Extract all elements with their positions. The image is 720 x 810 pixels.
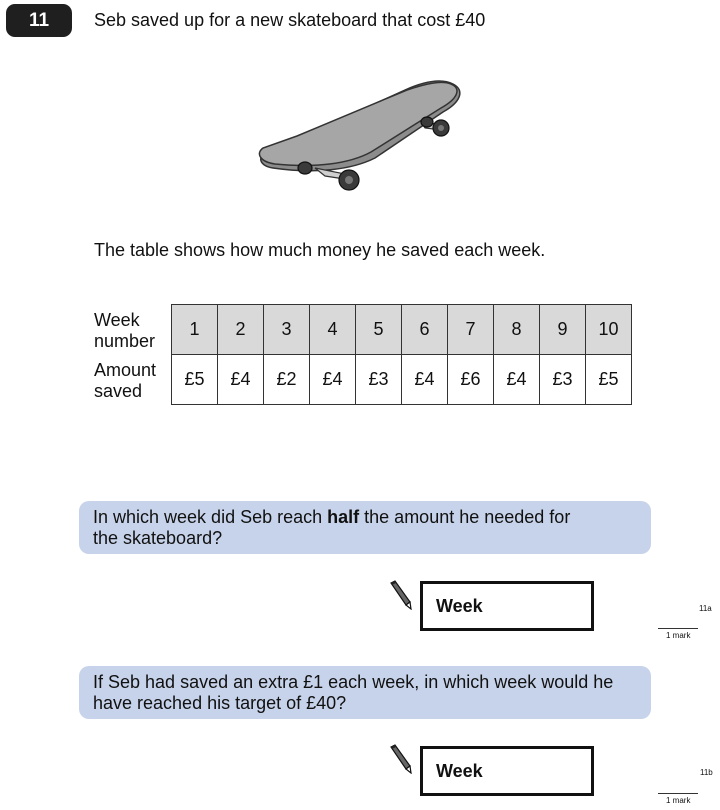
question-number-badge: 11 [6, 4, 72, 37]
week-number-label-line1: Week [94, 310, 140, 330]
part-a-answer-label: Week [436, 596, 483, 616]
part-b-mark-line [658, 793, 698, 794]
part-a-prompt-line1 [93, 507, 637, 528]
question-intro: Seb saved up for a new skateboard that cost £40 [94, 10, 486, 30]
amount-cell: £5 [586, 355, 632, 405]
part-b-prompt-line2: have reached his target of £40? [93, 693, 347, 713]
table-intro-text: The table shows how much money he saved each week. [94, 240, 546, 260]
part-b-prompt [79, 666, 651, 719]
savings-table [171, 304, 632, 405]
amount-saved-label-line2: saved [94, 381, 143, 401]
part-b-answer-box[interactable] [420, 746, 594, 796]
part-a-prompt-bold: half [327, 507, 360, 527]
part-a-prompt-text-end: the amount he needed for [359, 507, 571, 527]
amount-saved-row [172, 355, 632, 405]
week-cell: 6 [402, 305, 448, 355]
week-cell: 8 [494, 305, 540, 355]
amount-cell: £6 [448, 355, 494, 405]
part-a-mark-id: 11a [699, 604, 712, 613]
amount-saved-row-label [94, 360, 156, 402]
pencil-icon [388, 580, 414, 610]
week-number-label-line2: number [94, 331, 156, 351]
amount-cell: £3 [356, 355, 402, 405]
week-number-row [172, 305, 632, 355]
amount-cell: £3 [540, 355, 586, 405]
week-cell: 4 [310, 305, 356, 355]
amount-cell: £4 [402, 355, 448, 405]
week-cell: 3 [264, 305, 310, 355]
pencil-icon [388, 744, 414, 774]
skateboard-illustration [255, 78, 470, 198]
week-cell: 1 [172, 305, 218, 355]
part-b-mark-text: 1 mark [666, 796, 691, 805]
part-b-answer-label: Week [436, 761, 483, 781]
part-a-mark-line [658, 628, 698, 629]
week-number-row-label [94, 310, 155, 352]
part-a-prompt-line2: the skateboard? [93, 528, 223, 548]
part-a-prompt [79, 501, 651, 554]
week-cell: 7 [448, 305, 494, 355]
amount-cell: £2 [264, 355, 310, 405]
week-cell: 10 [586, 305, 632, 355]
part-a-prompt-text: In which week did Seb reach [93, 507, 328, 527]
amount-cell: £4 [310, 355, 356, 405]
week-cell: 2 [218, 305, 264, 355]
amount-cell: £4 [218, 355, 264, 405]
part-b-prompt-line1: If Seb had saved an extra £1 each week, in which week would he [93, 672, 614, 692]
amount-saved-label-line1: Amount [94, 360, 157, 380]
amount-cell: £5 [172, 355, 218, 405]
part-b-mark-id: 11b [700, 768, 713, 777]
week-cell: 9 [540, 305, 586, 355]
amount-cell: £4 [494, 355, 540, 405]
week-cell: 5 [356, 305, 402, 355]
part-a-answer-box[interactable] [420, 581, 594, 631]
part-a-mark-text: 1 mark [666, 631, 691, 640]
